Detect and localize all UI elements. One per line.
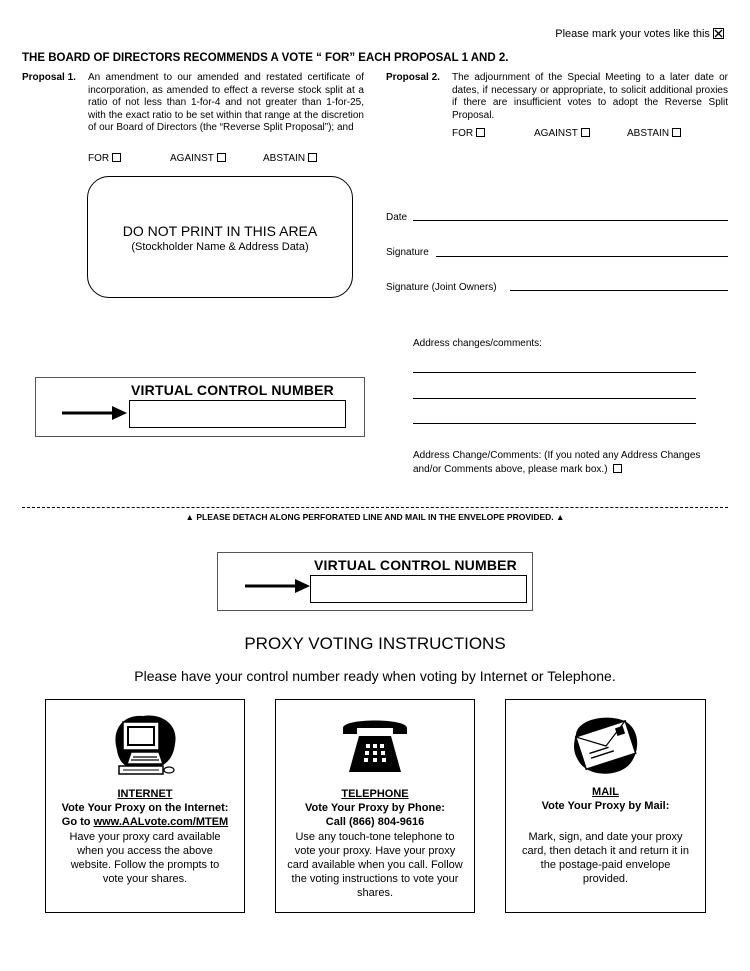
internet-voting-link[interactable]: www.AALvote.com/MTEM <box>93 816 229 828</box>
virtual-control-number-field[interactable] <box>129 400 346 428</box>
proposal2-abstain-checkbox[interactable] <box>672 128 681 137</box>
mail-title: MAIL <box>592 786 619 798</box>
internet-sub1: Vote Your Proxy on the Internet: <box>61 802 229 814</box>
arrow-right-icon <box>245 578 311 594</box>
arrow-right-icon <box>62 405 128 421</box>
mark-votes-instruction <box>555 28 724 40</box>
virtual-control-number-title: VIRTUAL CONTROL NUMBER <box>314 557 517 573</box>
proposal2-against-checkbox[interactable] <box>581 128 590 137</box>
internet-sub2 <box>46 815 244 829</box>
proposal1-abstain-checkbox[interactable] <box>308 153 317 162</box>
triangle-up-icon: ▲ <box>185 512 194 522</box>
triangle-up-icon: ▲ <box>556 512 565 522</box>
proxy-voting-heading: PROXY VOTING INSTRUCTIONS <box>244 634 506 653</box>
telephone-title: TELEPHONE <box>341 788 409 800</box>
virtual-control-number-box-top <box>35 377 365 437</box>
against-label: AGAINST <box>170 153 214 164</box>
computer-icon <box>109 710 181 780</box>
internet-body: Have your proxy card available when you access the above website. Follow the prompts to vote your shares. <box>69 831 221 885</box>
checked-box-example-icon <box>713 28 724 39</box>
address-change-note-text: Address Change/Comments: (If you noted any Address Changes and/or Comments above, please mark box.) <box>413 450 701 475</box>
proposal2-text: The adjournment of the Special Meeting to a later date or dates, if necessary or appropriate, to solicit additional proxies if there are insufficient votes to adopt the Reverse Split Proposal. <box>452 72 728 121</box>
mail-body: Mark, sign, and date your proxy card, then detach it and return it in the postage-paid envelope provided. <box>522 831 689 885</box>
internet-title: INTERNET <box>117 788 173 800</box>
signature-line[interactable] <box>436 256 728 257</box>
proposal1-text: An amendment to our amended and restated certificate of incorporation, as amended to effect a reverse stock split at a ratio of not less than 1-for-4 and not greater than 1-for-25, with the exact ratio to be set within that range at the discretion of our Board of Directors (the “Reverse Split Proposal”); and <box>88 72 364 133</box>
address-change-line-1[interactable] <box>413 372 696 373</box>
telephone-number: Call (866) 804-9616 <box>325 816 425 828</box>
proposal2-abstain-option[interactable] <box>627 128 681 141</box>
proposal1-abstain-option[interactable] <box>263 153 317 166</box>
detach-text: PLEASE DETACH ALONG PERFORATED LINE AND MAIL IN THE ENVELOPE PROVIDED. <box>196 512 554 522</box>
telephone-sub1: Vote Your Proxy by Phone: <box>305 802 445 814</box>
proposal2-label: Proposal 2. <box>386 72 440 83</box>
telephone-voting-box <box>275 699 475 913</box>
board-recommendation: THE BOARD OF DIRECTORS RECOMMENDS A VOTE “ FOR” EACH PROPOSAL 1 AND 2. <box>22 52 509 64</box>
address-change-note <box>413 449 713 477</box>
against-label: AGAINST <box>534 128 578 139</box>
mark-votes-text: Please mark your votes like this <box>555 28 710 40</box>
address-changes-label: Address changes/comments: <box>413 338 542 349</box>
proposal1-label: Proposal 1. <box>22 72 76 83</box>
do-not-print-text: DO NOT PRINT IN THIS AREA <box>122 223 318 239</box>
internet-sub2-prefix: Go to <box>61 816 94 828</box>
address-change-line-2[interactable] <box>413 398 696 399</box>
stockholder-data-text: (Stockholder Name & Address Data) <box>131 241 309 253</box>
stockholder-address-area <box>87 176 353 298</box>
date-line[interactable] <box>413 220 728 221</box>
for-label: FOR <box>452 128 474 139</box>
address-change-line-3[interactable] <box>413 423 696 424</box>
mail-voting-box <box>505 699 706 913</box>
internet-voting-box <box>45 699 245 913</box>
perforated-line <box>22 507 728 508</box>
proposal1-for-option[interactable] <box>88 153 121 166</box>
virtual-control-number-box-bottom <box>217 552 533 611</box>
proposal2-for-checkbox[interactable] <box>476 128 485 137</box>
address-change-checkbox[interactable] <box>613 464 622 473</box>
proposal1-for-checkbox[interactable] <box>112 153 121 162</box>
proposal1-against-checkbox[interactable] <box>217 153 226 162</box>
signature-label: Signature <box>386 247 429 258</box>
abstain-label: ABSTAIN <box>627 128 670 139</box>
telephone-icon <box>339 714 411 776</box>
detach-instruction <box>0 512 750 522</box>
joint-signature-label: Signature (Joint Owners) <box>386 282 497 293</box>
abstain-label: ABSTAIN <box>263 153 306 164</box>
proxy-voting-subheading: Please have your control number ready when voting by Internet or Telephone. <box>134 668 616 684</box>
envelope-icon <box>568 712 644 778</box>
date-label: Date <box>386 212 408 223</box>
proposal2-against-option[interactable] <box>534 128 590 141</box>
joint-signature-line[interactable] <box>510 290 728 291</box>
telephone-body: Use any touch-tone telephone to vote your proxy. Have your proxy card available when you call. Follow the voting instructions to vote your shares. <box>287 831 463 899</box>
virtual-control-number-field[interactable] <box>310 575 527 603</box>
for-label: FOR <box>88 153 110 164</box>
mail-sub1: Vote Your Proxy by Mail: <box>541 800 670 812</box>
proposal1-against-option[interactable] <box>170 153 226 166</box>
virtual-control-number-title: VIRTUAL CONTROL NUMBER <box>131 382 334 398</box>
proposal2-for-option[interactable] <box>452 128 485 141</box>
